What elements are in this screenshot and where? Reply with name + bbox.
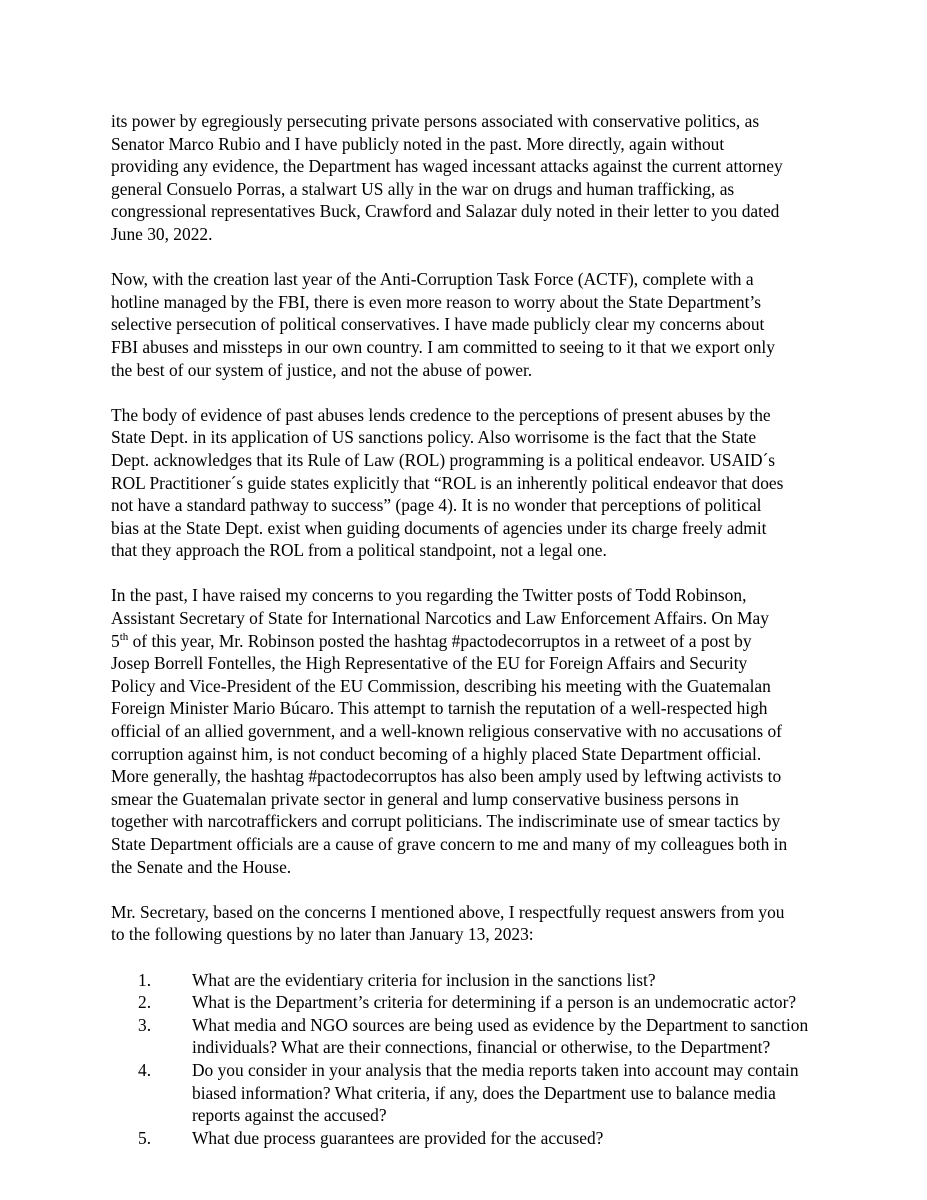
question-text: What is the Department’s criteria for determining if a person is an undemocratic actor? — [192, 992, 797, 1013]
question-number: 1. — [138, 969, 152, 990]
question-item — [138, 1059, 831, 1127]
question-item — [138, 969, 831, 992]
question-number: 3. — [138, 1014, 152, 1035]
question-item — [138, 991, 831, 1014]
paragraph-twitter-rest: of this year, Mr. Robinson posted the hashtag #pactodecorruptos in a retweet of a post by Josep Borrell Fontelles, the High Representative of the EU for Foreign Affairs and Security Policy and Vice-President of the EU Commission, describing his meeting with the Guatemalan Foreign Minister Mario Búcaro. This attempt to tarnish the reputation of a well-respected high official of an allied government, and a well-known religious conservative with no accusations of corruption against him, is not conduct becoming of a highly placed State Department official. More generally, the hashtag #pactodecorruptos has also been amply used by leftwing activists to smear the Guatemalan private sector in general and lump conservative business persons in together with narcotraffickers and corrupt politicians. The indiscriminate use of smear tactics by State Department officials are a cause of grave concern to me and many of my colleagues both in the Senate and the House. — [111, 630, 788, 877]
question-item — [138, 1014, 831, 1059]
question-number: 5. — [138, 1127, 152, 1148]
paragraph-twitter-lead: In the past, I have raised my concerns to you regarding the Twitter posts of Todd Robinson, Assistant Secretary of State for International Narcotics and Law Enforcement Affairs. On May 5 — [111, 585, 769, 651]
question-text: What media and NGO sources are being used as evidence by the Department to sanction individuals? What are their connections, financial or otherwise, to the Department? — [192, 1014, 809, 1058]
question-text: What due process guarantees are provided for the accused? — [192, 1127, 604, 1148]
questions-list — [111, 969, 831, 1150]
ordinal-suffix: th — [119, 630, 129, 643]
question-text: What are the evidentiary criteria for inclusion in the sanctions list? — [192, 969, 656, 990]
question-number: 4. — [138, 1059, 152, 1080]
letter-body — [111, 110, 831, 1149]
paragraph-request: Mr. Secretary, based on the concerns I mentioned above, I respectfully request answers from you to the following questions by no later than January 13, 2023: — [111, 901, 785, 945]
question-text: Do you consider in your analysis that the media reports taken into account may contain biased information? What criteria, if any, does the Department use to balance media reports against the accused? — [192, 1059, 799, 1126]
paragraph-twitter-posts — [111, 584, 831, 878]
paragraph-persecution: its power by egregiously persecuting private persons associated with conservative politics, as Senator Marco Rubio and I have publicly noted in the past. More directly, again without providing any evidence, the Department has waged incessant attacks against the current attorney general Consuelo Porras, a stalwart US ally in the war on drugs and human trafficking, as congressional representatives Buck, Crawford and Salazar duly noted in their letter to you dated June 30, 2022. — [111, 111, 783, 244]
paragraph-actf: Now, with the creation last year of the Anti-Corruption Task Force (ACTF), complete with a hotline managed by the FBI, there is even more reason to worry about the State Department’s selective persecution of political conservatives. I have made publicly clear my concerns about FBI abuses and missteps in our own country. I am committed to seeing to it that we export only the best of our system of justice, and not the abuse of power. — [111, 269, 775, 380]
question-number: 2. — [138, 992, 152, 1013]
paragraph-rule-of-law: The body of evidence of past abuses lends credence to the perceptions of present abuses by the State Dept. in its application of US sanctions policy. Also worrisome is the fact that the State Dept. acknowledges that its Rule of Law (ROL) programming is a political endeavor. USAID´s ROL Practitioner´s guide states explicitly that “ROL is an inherently political endeavor that does not have a standard pathway to success” (page 4). It is no wonder that perceptions of political bias at the State Dept. exist when guiding documents of agencies under its charge freely admit that they approach the ROL from a political standpoint, not a legal one. — [111, 404, 784, 561]
question-item — [138, 1127, 831, 1150]
